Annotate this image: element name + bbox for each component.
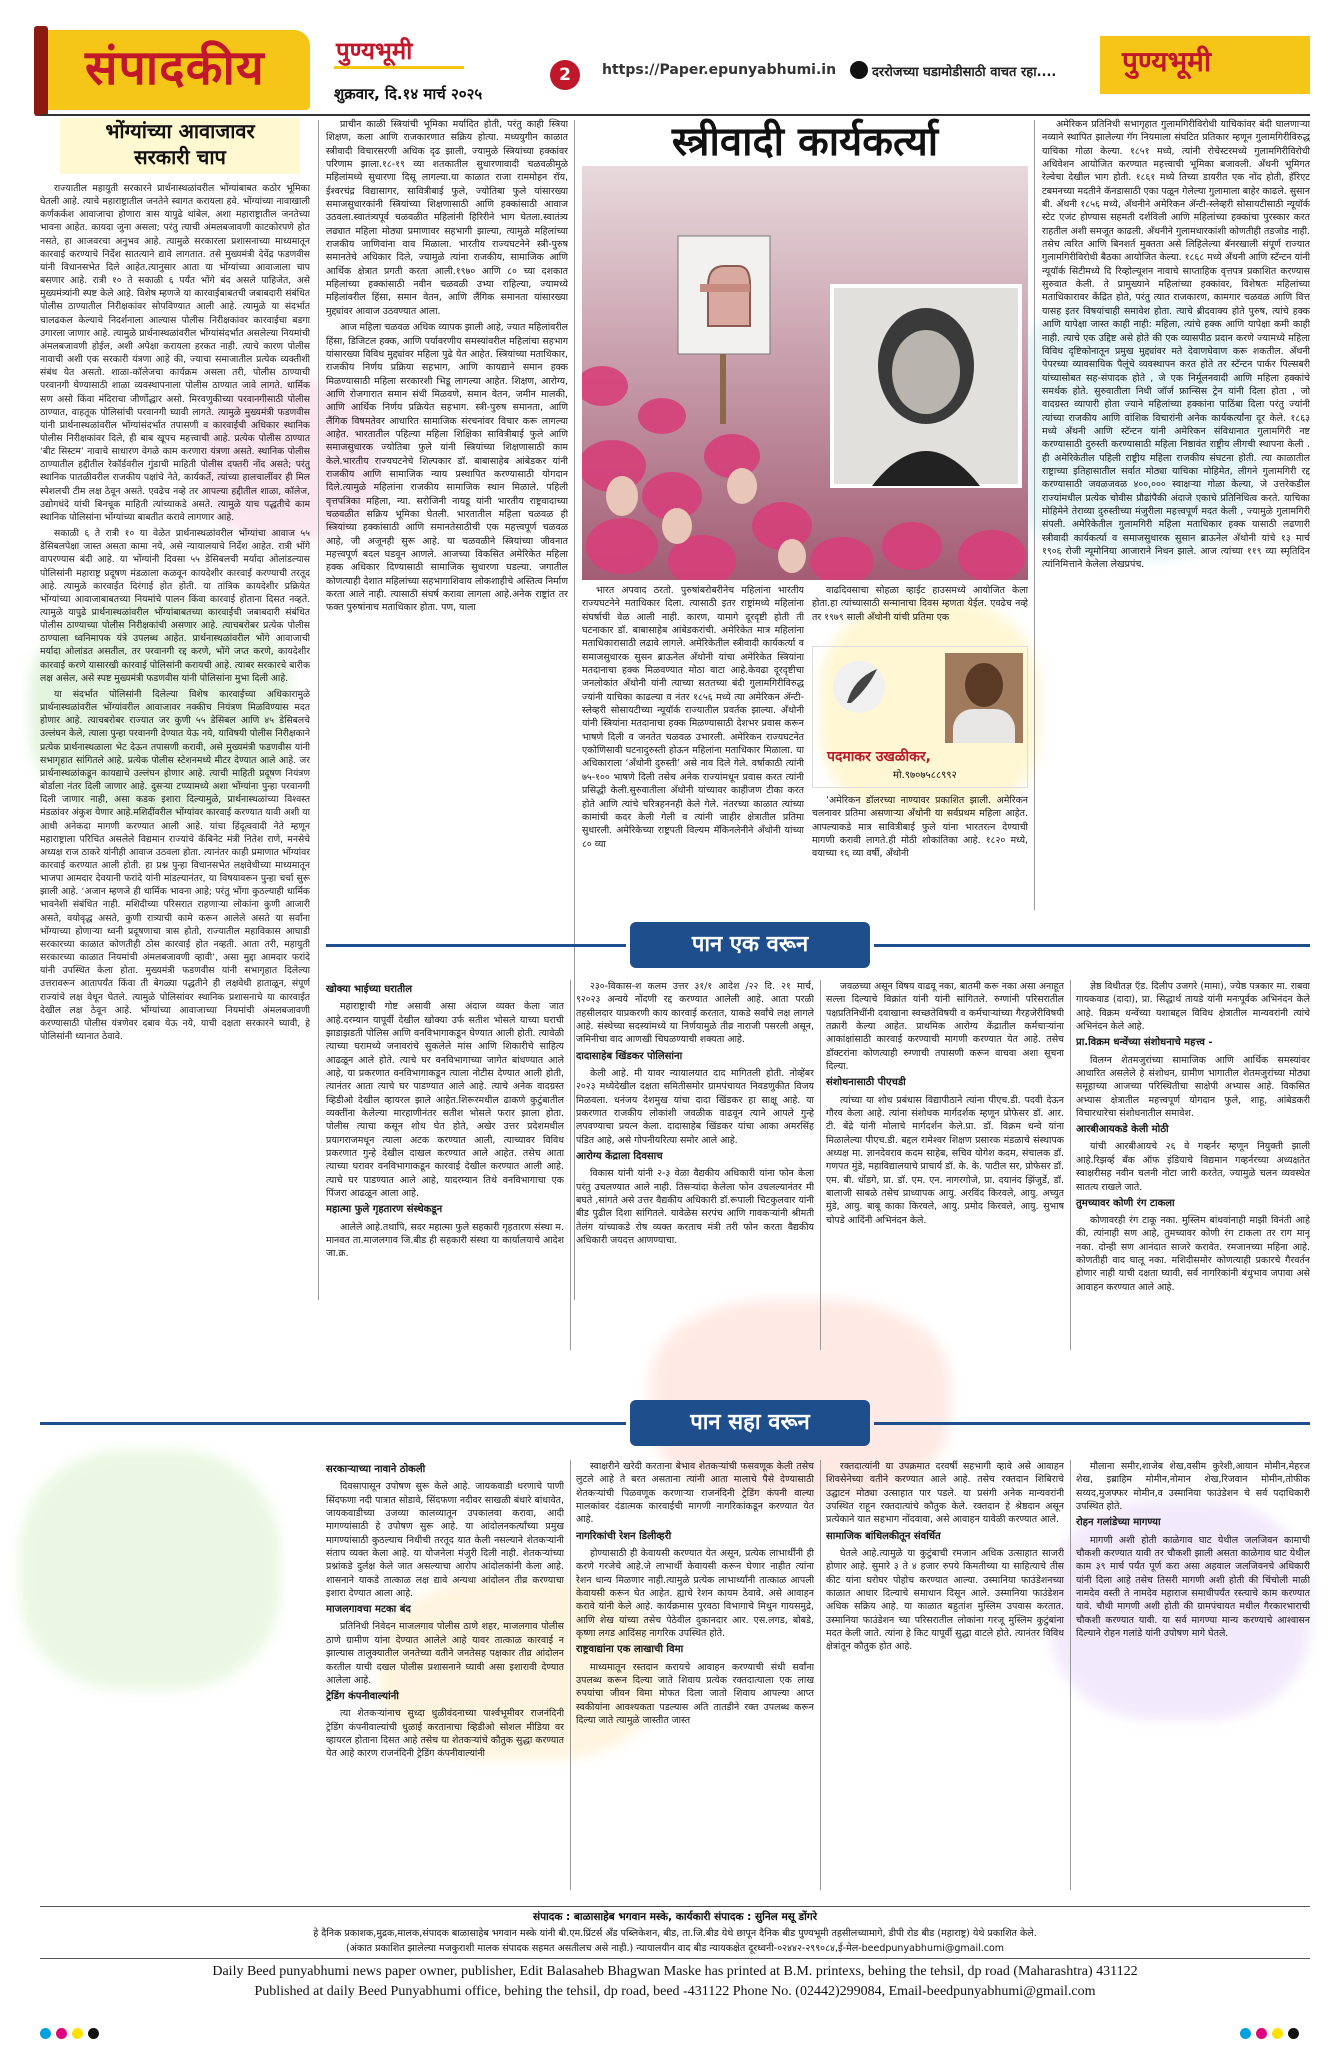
cont-paragraph: रक्तदात्यांनी या उपक्रमात दरवर्षी सहभागी व्हावे असे आवाहन शिवसेनेच्या वतीने करण्यात आले आहे. तसेच रक्तदान शिबिराचे उद्घाटन मोठ्या उत्साहात पार पडले. या प्रसंगी अनेक मान्यवरांनी उपस्थित राहून रक्तदात्यांचे कौतुक केले. रक्तदान हे श्रेष्ठदान असून प्रत्येकाने यात सहभाग नोंदवावा, असे आवाहन यावेळी करण्यात आले.	[826, 1461, 1064, 1526]
footer-mid-rule	[40, 1958, 1310, 1959]
registration-dot	[72, 2028, 83, 2039]
cont-paragraph: ज्ञेष्ठ विधीतज्ञ ऍड. दिलीप उजगरे (मामा), ज्येष्ठ पत्रकार मा. राबवा गायकवाड (दादा), प्रा. सिद्धार्थ तायडे यांनी मनःपूर्वक अभिनंदन केले आहे. विक्रम धन्वेंच्या यशाबद्दल विविध क्षेत्रातील मान्यवरांनी त्यांचे अभिनंदन केले आहे.	[1076, 981, 1310, 1033]
feature-paragraph: अमेरिकन प्रतिनिधी सभागृहात गुलामगिरीविरोधी याचिकांवर बंदी घालणाऱ्या नव्याने स्थापित झालेल्या गॅग नियमाला संघटित प्रतिकार म्हणून गुलामगिरीविरुद्ध याचिका गोळा केल्या. १८५१ मध्ये, त्यांनी रोचेस्टरमध्ये गुलामगिरीविरोधी अधिवेशन आयोजित करण्यात महत्त्वाची भूमिका बजावली. अँथनी भूमिगत रेल्वेचा देखील भाग होती. १८६१ मध्ये तिच्या डायरीत एक नोंद होती, हॅरिएट टबमनच्या मदतीने कॅनडासाठी एका पळून गेलेल्या गुलामाला बाहेर काढले. सुसान बी. अँथनी १८५६ मध्ये, अँथनीने अमेरिकन ॲन्टी-स्लेव्हरी सोसायटीसाठी न्यूयॉर्क स्टेट एजंट होण्यास सहमती दर्शविली आणि महिलांच्या हक्कांचा पुरस्कार करत राहतील अशी समजूत काढली. अँथनीने गुलामधारकांशी कोणतीही तडजोड नाही. तसेच त्वरित आणि बिनशर्त मुक्तता असे लिहिलेल्या बॅनरखाली संपूर्ण राज्यात गुलामगिरीविरोधी बैठका आयोजित केल्या. १८६८ मध्ये अँथनी आणि स्टॅन्टन यांनी न्यूयॉर्क सिटीमध्ये दि रिव्होल्यूशन नावाचे साप्ताहिक वृत्तपत्र प्रकाशित करण्यास सुरुवात केली. ते प्रामुख्याने महिलांच्या हक्कांवर, विशेषतः महिलांच्या मताधिकारावर केंद्रित होते, परंतु त्यात राजकारण, कामगार चळवळ आणि वित्त यासह इतर विषयांचाही समावेश होता. त्याचे ब्रीदवाक्य होते पुरुष, त्यांचे हक्क आणि यापेक्षा जास्त काही नाही: महिला, त्यांचे हक्क आणि यापेक्षा कमी काही नाही. त्याचे एक उद्दिष्ट असे होते की एक व्यासपीठ प्रदान करणे ज्यामध्ये महिला विविध दृष्टिकोनातून प्रमुख मुद्द्यांवर मते देवाणघेवाण करू शकतील. अँथनी पेपरच्या व्यावसायिक पैलूंचे व्यवस्थापन करत होते तर स्टॅन्टन पार्कर पिल्सबरी यांच्यासोबत सह-संपादक होते , जे एक निर्मूलनवादी आणि महिला हक्कांचे समर्थक होते. सुरुवातीला निधी जॉर्ज फ्रान्सिस ट्रेन यांनी दिला होता , जो वादग्रस्त व्यापारी होता ज्याने महिलांच्या हक्कांना पाठिंबा दिला परंतु ज्यांनी त्यांच्या राजकीय आणि वांशिक विचारांनी अनेक कार्यकर्त्यांना दूर केले. १८६३ मध्ये अँथनी आणि स्टॅन्टन यांनी अमेरिकन संविधानात गुलामगिरी नष्ट करण्यासाठी दुरुस्ती करण्यासाठी महिला निष्ठावंत राष्ट्रीय लीगची स्थापना केली . ही अमेरिकेतील पहिली राष्ट्रीय महिला राजकीय संघटना होती. त्या काळातील राष्ट्राच्या इतिहासातील सर्वात मोठ्या याचिका मोहिमेत, लीगने गुलामगिरी रद्द करण्यासाठी जवळजवळ ४००,००० स्वाक्षऱ्या गोळा केल्या, जे उत्तरेकडील राज्यांमधील प्रत्येक चोवीस प्रौढांपैकी अंदाजे एकाचे प्रतिनिधित्व करते. याचिका मोहिमेने तेराव्या दुरुस्तीच्या मंजुरीला महत्त्वपूर्ण मदत केली , ज्यामुळे गुलामगिरी संपली. अमेरिकेतील गुलामगिरी महिला मताधिकार हक्क यासाठी लढणारी स्त्रीवादी कार्यकर्त्या व समाजसुधारक सुसान ब्राऊनेल अँथोनी यांचे १३ मार्च १९०६ रोजी न्यूमोनिया आजाराने निधन झाले. आज त्यांच्या ११९ व्या स्मृतिदिन त्यांनिमित्ताने केलेला लेखप्रपंच.	[1042, 119, 1310, 571]
footer-printer-line1: हे दैनिक प्रकाशक,मुद्रक,मालक,संपादक बाळासाहेब भगवान मस्के यांनी बी.एम.प्रिंटर्स अँड पब्लिकेशन, बीड, ता.जि.बीड येथे छापून दैनिक बीड पुण्यभूमी तहसीलच्यामागे, डीपी रोड बीड (महाराष्ट्र) येथे प्रकाशित केले.	[313, 1928, 1037, 1939]
protest-crowd-illustration	[582, 166, 1028, 580]
editorial-headline-box	[60, 118, 300, 174]
footer-top-rule	[40, 1906, 1310, 1907]
cont-paragraph: २३०-विकास-श कलम उत्तर ३१/१ आदेश /२२ दि. २१ मार्च, ९२०२३ अन्वये नोंदणी रद्द करण्यात आलेली आहे. आता परळी तहसीलदार याप्रकरणी काय कारवाई करतात, याकडे सर्वांचे लक्ष लागले आहे. संस्थेच्या सदस्यांमध्ये या निर्णयामुळे तीव्र नाराजी पसरली असून, जमिनीचा वाद आणखी चिघळण्याची शक्यता आहे.	[576, 981, 814, 1046]
footer-english-line1: Daily Beed punyabhumi news paper owner, publisher, Edit Balasaheb Bhagwan Maske has printed at B.M. printexs, behing the tehsil, dp road (Maharashtra) 431122	[212, 1964, 1138, 1979]
cont-paragraph: माध्यमातून रस्तदान करायचे आवाहन करण्याची संधी सर्वांना उपलब्ध करून दिल्या जाते शिवाय प्रत्येक रक्तदात्याला एक लाख रुपयांचा जीवन विमा मोफत दिला जातो शिवाय आपल्या आप्त स्वकीयांना आवश्यकता पडल्यास अति तातडीने रक्त उपलब्ध करून दिल्या जाते त्यामुळे जास्तीत जास्त	[576, 1661, 814, 1726]
column-divider	[1034, 120, 1035, 910]
column-divider	[1070, 980, 1071, 1350]
brand-right-box	[1100, 36, 1310, 94]
byline-photo	[945, 653, 1023, 743]
cont-paragraph: त्या शेतकऱ्यांनाच सुध्दा धुळीवंदनाच्या पार्श्वभूमीवर राजनंदिनी ट्रेडिंग कंपनीवाल्यांची धुळाई करतानाचा व्हिडीओ सोशल मीडिया वर व्हायरल होताना दिसत आहे तसेच या शेतकऱ्यांचे कौतुक सुद्धा करण्यात येत आहे कारण राजनंदिनी ट्रेडिंग कंपनीवाल्यांनी	[326, 1708, 564, 1760]
brand-right: पुण्यभूमी	[1122, 45, 1212, 78]
registration-dot	[1256, 2028, 1267, 2039]
feature-headline: स्त्रीवादी कार्यकर्त्या	[671, 118, 939, 165]
editorial-paragraph: सकाळी ६ ते रात्री १० या वेळेत प्रार्थनास्थळांवरील भोंग्यांचा आवाज ५५ डेसिबलपेक्षा जास्त असता कामा नये, असे न्यायालयाचे निर्देश आहेत. रात्री भोंगे वापरण्यास बंदी आहे. या भोंग्यांनी दिवसा ५५ डेसिबलची मर्यादा ओलांडल्यास पोलिसांनी महाराष्ट्र प्रदूषण मंडळाला कळवून कायदेशीर कारवाई करण्याची तरतूद आहे. त्यामुळे कारवाईत दिरंगाई होत होती. या तांत्रिक कायदेशीर प्रक्रियेत भोंग्यांच्या आवाजाबाबतच्या नियमांचे पालन किंवा कारवाई होताना दिसत नव्हते. त्यामुळे यापुढे प्रार्थनास्थळांवरील भोंग्यांबाबतच्या कारवाईची जबाबदारी संबंधित पोलीस ठाण्याच्या पोलीस निरीक्षकांची असणार आहे. त्याचबरोबर प्रत्येक पोलीस ठाण्याला ध्वनिमापक यंत्रे उपलब्ध आहेत. प्रार्थनास्थळांवरील भोंगे आवाजाची मर्यादा ओलांडत असतील, तर परवानगी रद्द करणे, भोंगे जप्त करणे, कायदेशीर कारवाई करणे यासारखी कारवाई पोलिसांनी करायची आहे. त्याबर सरकारचे बारीक लक्ष असेल, असे स्पष्ट मुख्यमंत्री फडणवीस यांनी पोलिसांना मुभा दिली आहे.	[40, 528, 310, 684]
byline-box	[812, 646, 1028, 788]
feature-photo	[582, 166, 1028, 580]
registration-dot	[1272, 2028, 1283, 2039]
section-title: संपादकीय	[85, 40, 265, 96]
cont-paragraph: केली आहे. मी यावर न्यायालयात दाद मागितली होती. नोव्हेंबर २०२३ मध्येदेखील दक्षता समितीसमोर ग्रामपंचायत निवडणुकीत विजय मिळवला. धनंजय देशमुख यांचा दादा खिंडकर हा साक्षू आहे. या प्रकरणात राजकीय लोकांशी जवळीक वाढवून त्याने आपले गुन्हे लपवण्याचा प्रयत्न केला. दादासाहेब खिंडकर यांचा आका अमरसिंह पंडित आहे, असे गोपनीयरित्या समोर आले आहे.	[576, 1067, 814, 1146]
page-number: 2	[559, 65, 571, 85]
cont-subhead: सामाजिक बांधिलकीतून संवर्धित	[826, 1530, 941, 1542]
cont-paragraph: जवळच्या असून विषय वाढवू नका, बातमी करू नका असा अनाहूत सल्ला दिल्याचे विक्रांत यांनी यांनी सांगितले. रुग्णांनी परिसरातील पक्षप्रतिनिधींनी दवाखाना स्वच्छतेविषयी व कर्मचाऱ्यांच्या गैरहजेरीविषयी तक्रारी केल्या आहेत. प्राथमिक आरोग्य केंद्रातील कर्मचाऱ्यांना आकांक्षांसाठी कारवाई करण्याची मागणी करण्यात येत आहे. तसेच डॉक्टरांना कोणत्याही रुग्णाची तपासणी करून वाचवा अशा सूचना दिल्या.	[826, 981, 1064, 1073]
banner-left-rule	[40, 1422, 626, 1425]
cont-subhead: खोक्या भाईच्या घरातील	[326, 984, 413, 995]
cont-subhead: दादासाहेब खिंडकर पोलिसांना	[576, 1050, 683, 1062]
cont-paragraph: यांची आरबीआयचे २६ वे गव्हर्नर म्हणून नियुक्ती झाली आहे.रिझर्व्ह बँक ऑफ इंडियाचे विद्यमान गव्हर्नरच्या अध्यक्षतेत स्वाक्षरीसह नवीन चलनी नोटा जारी करतेत, ज्यामुळे चलन व्यवस्थेत सातत्य राखले जाते.	[1076, 1141, 1310, 1193]
cont-subhead: संशोधनासाठी पीएचडी	[826, 1077, 906, 1089]
banner-right-rule	[874, 944, 1310, 947]
masthead-underline	[334, 66, 464, 69]
cont-paragraph: त्यांच्या या शोध प्रबंधास विद्यापीठाने त्यांना पीएच.डी. पदवी देऊन गौरव केला आहे. त्यांना संशोधक मार्गदर्शक म्हणून प्रोफेसर डॉ. आर. टी. बेंद्रे यांनी मोलाचे मार्गदर्शन केले.प्रा. डॉ. विक्रम धन्वे यांना मिळालेल्या पीएच.डी. बद्दल रामेश्वर शिक्षण प्रसारक मंडळाचे संस्थापक अध्यक्ष मा. ज्ञानदेवराव कदम साहेब, सचिव योगेश कदम, संचालक डॉ. गणपत मुंडे, महाविद्यालयाचे प्राचार्य डॉ. के. के. पाटील सर, प्रोफेसर डॉ. एम. बी. धोंडगे, प्रा. डॉ. एम. एन. नागरगोजे, प्रा. दयानंद झिंजुर्डे, डॉ. बालाजी साबळे तसेच प्राध्यापक आयु. अरविंद किरवले, आयु. अच्युत मुंडे, आयु. बाबू काका किरवले, आयु. प्रमोद किरवले, आयु. सुभाष चोपडे आदिंनी अभिनंदन केले.	[826, 1094, 1064, 1226]
banner-right-rule	[874, 1422, 1310, 1425]
column-divider	[574, 120, 575, 1300]
banner2-title: पान सहा वरून	[690, 1410, 810, 1435]
cont-subhead: राष्ट्रवाद्यांना एक लाखाची विमा	[576, 1644, 684, 1656]
registration-dot	[40, 2028, 51, 2039]
registration-dot	[56, 2028, 67, 2039]
cont-subhead: ट्रेडिंग कंपनीवाल्यांनी	[326, 1691, 399, 1703]
cont-subhead: आरबीआयकडे केली मोठी	[1076, 1124, 1169, 1136]
footer-english-line2: Published at daily Beed Punyabhumi office, behing the tehsil, dp road, beed -431122 Phone No. (02442)299084, Email-beedpunyabhumi@gmail.com	[254, 1984, 1096, 1999]
feature-col3	[812, 584, 1028, 644]
column-divider	[820, 1460, 821, 1890]
editorial-headline-line1: भोंग्यांच्या आवाजावर	[105, 119, 255, 143]
feature-paragraph: ‘अमेरिकन डॉलरच्या नाण्यावर प्रकाशित झाली. अमेरिकन चलनावर प्रतिमा असणाऱ्या अँथोनी या सर्वप्रथम महिला आहेत. आपल्याकडे मात्र सावित्रीबाई फुले यांना भारतरत्न देण्याची मागणी करावी लागते.ही मोठी शोकांतिका आहे. १८२० मध्ये, वयाच्या १६ व्या वर्षी, अँथोनी	[812, 795, 1028, 860]
masthead-logo: पुण्यभूमी	[336, 36, 413, 65]
editorial-body	[40, 182, 310, 1302]
cont-subhead: आरोग्य केंद्राला दिवसाच	[576, 1150, 663, 1162]
column-divider	[570, 1460, 571, 1890]
feature-col2	[582, 584, 804, 904]
byline-phone: मो.९७०७५८८९९२	[893, 770, 957, 781]
editorial-headline-line2: सरकारी चाप	[134, 145, 226, 169]
editorial-paragraph: या संदर्भात पोलिसांनी दिलेल्या विशेष कारवाईच्या अधिकारामुळे प्रार्थनास्थळांवरील भोंग्यांवरील आवाजावर नक्कीच नियंत्रण मिळविण्यास मदत होणार आहे. त्याचबरोबर राज्यात जर कुणी ५५ डेसिबल आणि ४५ डेसिबलचे उल्लंघन केले, त्याला पुन्हा परवानगी देण्यात येऊ नये, याविषयी पोलीस निरीक्षकाने प्रत्येक प्रार्थनास्थळाला भेट देऊन तपासणी करावी, असे मुख्यमंत्री फडणवीस यांनी सभागृहात सांगितले आहे. प्रत्येक पोलीस स्टेशनमध्ये मीटर देण्यात आले आहे. जर प्रार्थनास्थळांकडून कायद्याचे उल्लंघन होणार आहे. त्याची माहिती प्रदूषण नियंत्रण बोर्डाला नंतर दिली जाणार आहे. दुसऱ्या टप्प्यामध्ये अशा भोंग्यांना पुन्हा परवानगी दिली जाणार नाही, असा कडक इशारा दिल्यामुळे, प्रार्थनास्थळांच्या विश्वस्त मंडळांवर अंकुश येणार आहे.मशिदींवरील भोंग्यांवर कारवाई करण्यात यावी अशी या आधी अनेकदा मागणी करण्यात आली आहे. यांचा हिंदूत्ववादी नेते म्हणून महाराष्ट्राला परिचित असलेले विद्यमान राज्यांचे कॅबिनेट मंत्री नितेश राणे, मनसेचे अध्यक्ष राज ठाकरे यांनीही आवाज उठवला होता. त्यानंतर काही प्रमाणात भोंग्यांवर कारवाई करण्यात आली होती. हा प्रश्न पुन्हा विधानसभेत लक्षवेधीच्या माध्यमातून भाजपा आमदार देवयानी फरांदे यांनी मांडल्यानंतर, या विषयावरून पुन्हा चर्चा सुरू झाली आहे. ‘अजान म्हणजे ही धार्मिक भावना आहे; परंतु भोंगा कुठल्याही धार्मिक भावनेशी संबंधित नाही. मशिदीच्या परिसरात राहणाऱ्या लोकांना कुणी आजारी असते, वयोवृद्ध असते, कुणी रात्र्याची कामे करून आलेले असते या सर्वांना भोंग्याच्या होणाऱ्या ध्वनी प्रदूषणाचा त्रास होतो, राज्यातील महाविकास आघाडी सरकारच्या काळात कोणतीही ठोस कारवाई होत नव्हती. आता तरी, महायुती सरकारच्या काळात नियमांची अंमलबजावणी व्हावी’, असा मुद्दा आमदार फरांदे यांनी उपस्थित केला होता. मुख्यमंत्री फडणवीस यांनी सभागृहात दिलेल्या उत्तरावरून आतापर्यंत किंवा ती बेगळ्या पद्धतीने ही लक्षवेधी हाताळून, संपूर्ण राज्यांचे लक्ष वेधून घेतले. त्यामुळे पोलिसांवर स्थानिक प्रशासनाचे या कारवाईत देखील लक्ष ठेवून आहे. भोंग्यांच्या आवाजाच्या नियमांची अंमलबजावणी करण्यासाठी पोलीस यंत्रणेवर दबाव येऊ नये, याची दक्षता सरकारने घ्यावी, हे पोलिसांनी ध्यानात ठेवावे.	[40, 688, 310, 1042]
feature-paragraph: प्राचीन काळी स्त्रियांची भूमिका मर्यादित होती, परंतु काही स्त्रिया शिक्षण, कला आणि राजकारणात सक्रिय होत्या. मध्ययुगीन काळात स्त्रीवादी विचारसरणी अधिक दृढ झाली, ज्यामुळे स्त्रियांच्या हक्कांवर परिणाम झाला.१८-१९ व्या शतकातील सुधारणावादी चळवळीमुळे महिलांमध्ये सुधारणा दिसू लागल्या.या काळात राजा राममोहन रॉय, ईश्वरचंद्र विद्यासागर, सावित्रीबाई फुले, ज्योतिबा फुले यांसारख्या समाजसुधारकांनी स्त्रियांच्या शिक्षणासाठी आणि हक्कांसाठी आवाज उठवला.स्वातंत्र्यपूर्व चळवळीत महिलांनी हिरिरीने भाग घेतला.स्वातंत्र्य लढ्यात महिला मोठ्या प्रमाणावर सहभागी झाल्या, त्यामुळे महिलांच्या राजकीय जाणिवांना वाव मिळाला. भारतीय राज्यघटनेने स्त्री-पुरुष समानतेचे अधिकार दिले, ज्यामुळे त्यांना राजकीय, सामाजिक आणि आर्थिक क्षेत्रात प्रगती करता आली.१९७० आणि ८० च्या दशकात महिलांच्या हक्कांसाठी नवीन चळवळी उभ्या राहिल्या, ज्यामध्ये महिलांवरील हिंसा, समान वेतन, आणि लैंगिक समानता यांसारख्या मुद्द्यांवर आवाज उठवण्यात आला.	[326, 119, 568, 317]
column-divider	[318, 120, 319, 1300]
registration-dot	[1240, 2028, 1251, 2039]
cont-paragraph: होण्यासाठी ही केवायसी करण्यात येत असून, प्रत्येक लाभार्थींनी ही करणे गरजेचे आहे.जे लाभार्थी केवायसी करून घेणार नाहीत त्यांना रेशन धान्य मिळणार नाही.त्यामुळे प्रत्येक लाभार्थ्यांनी तात्काळ आपली केवायसी करून घेत आहेत. ह्याचे रेशन कायम ठेवावे. असे आवाहन करावे यांनी केले आहे. कार्यक्रमास पुरवठा विभागाचे मिथुन गायसमुद्रे, आणि शेख यांच्या तसेच पेठेवील दुकानदार आर. एस.लगड, बोबडे, कृष्णा लगड आदिंसह नागरिक उपस्थित होते.	[576, 1547, 814, 1639]
banner1-title: पान एक वरून	[691, 932, 809, 957]
page-number-badge	[550, 60, 580, 90]
cont2-col2	[576, 1460, 814, 1890]
cont-subhead: तुमच्यावर कोणी रंग टाकला	[1076, 1197, 1175, 1209]
feature-paragraph: वाढदिवसाचा सोहळा व्हाईट हाउसमध्ये आयोजित केला होता.हा त्यांच्यासाठी सन्मानाचा दिवस म्हणता येईल. एवढेच नव्हे तर १९७९ साली अँथोनी यांची प्रतिमा एक	[812, 585, 1028, 623]
feature-paragraph: भारत अपवाद ठरतो. पुरुषांबरोबरीनेच महिलांना भारतीय राज्यघटनेने मताधिकार दिला. त्यासाठी इतर राष्ट्रांमध्ये महिलांना संघर्षाची वेळ आली नाही. कारण, यामागे दूरदृष्टी होती ती घटनाकार डॉ. बाबासाहेब आंबेडकरांची. अमेरिकेत मात्र महिलांना मताधिकारासाठी लढावे लागले. अमेरिकेतील स्त्रीवादी कार्यकर्त्या व समाजसुधारक सुसन ब्राऊनेल अँथोनी यांचा अमेरिकेत स्त्रियांना मतदानाचा हक्क मिळवण्यात मोठा वाटा आहे.केवढा दूरदृष्टीचा जनलोकांत अँथोनी यांनी त्याच्या सततच्या बंदी गुलामगिरीविरुद्ध ज्यांनी याचिका काढल्या व नंतर १८५६ मध्ये त्या अमेरिकन ॲन्टी-स्लेव्हरी सोसायटीच्या न्यूयॉर्क राज्यातील प्रवर्तक झाल्या. अँथोनी यांनी स्त्रियांना मतदानाचा हक्क मिळण्यासाठी देशभर प्रवास करून भाषणे दिली व जनतेत चळवळ उभारली. अमेरिकन राज्यघटनेत एकोणिसावी घटनादुरुस्ती होऊन महिलांना मताधिकार मिळाला. या अधिकाराला ‘अँथोनी दुरुस्ती’ असे नाव दिले गेले. वर्षाकाठी त्यांनी ७५-१०० भाषणे दिली तसेच अनेक राज्यांमधून प्रवास करत त्यांनी प्रसिद्धी केली.सुरुवातीला अँथोनी यांच्यावर काहीजण टीका करत होते आणि त्यांचे चरित्रहननही केले गेले. नंतरच्या काळात त्यांच्या कामांची कदर केली गेली व त्यांनी जाहीर क्षेत्रातील प्रतिमा सुधारली. अमेरिकेच्या राष्ट्रपती विल्यम मॅकिनलेनीने अँथोनी यांच्या ८० व्या	[582, 585, 804, 850]
column-divider	[820, 980, 821, 1350]
cont2-col4	[1076, 1460, 1310, 1890]
registration-dot	[88, 2028, 99, 2039]
section-title-box	[40, 30, 310, 110]
cont-paragraph: दिवसापासून उपोषण सुरू केले आहे. जायकवाडी धरणाचे पाणी सिंदफणा नदी पात्रात सोडावे, सिंदफणा नदीवर साखळी बंधारे बांधावेत, जायकवाडीच्या उजव्या कालव्यातून उपकालवा करावा, आदी मागण्यांसाठी हे उपोषण सुरू आहे. या आंदोलनकर्त्यांच्या प्रमुख मागण्यांसाठी कुठल्याच निधीची तरतूद यात केली नसल्याने शेतकऱ्यांनी संताप व्यक्त केला आहे. या योजनेला मंजुरी दिली नाही. शेतकऱ्यांच्या प्रश्नांकडे दुर्लक्ष केले जात असल्याचा आरोप आंदोलकांनी केला आहे. शासनाने याकडे तात्काळ लक्ष द्यावे अन्यथा आंदोलन तीव्र करण्याचा इशारा देण्यात आला आहे.	[326, 1481, 564, 1599]
site-url[interactable]: https://Paper.epunyabhumi.in	[602, 62, 837, 78]
cont-subhead: प्रा.विक्रम धन्वेंच्या संशोधनाचे महत्त्व -	[1076, 1037, 1213, 1049]
banner2-box	[630, 1400, 870, 1446]
cont-paragraph: प्रतिनिधी निवेदन माजलगाव पोलीस ठाणे शहर, माजलगाव पोलीस ठाणे ग्रामीण यांना देण्यात आलेले आहे यावर तात्काळ कारवाई न झाल्यास तालुक्यातील जनतेच्या वतीने जनतेसह पक्षकार तीव्र आंदोलन करतील याची दखल पोलीस प्रशासनाने घ्यावी असा इशारावी देण्यात आलेला आहे.	[326, 1621, 564, 1686]
section-title-pen-icon	[34, 26, 48, 116]
tagline: दररोजच्या घडामोडीसाठी वाचत रहा....	[872, 65, 1057, 80]
cont1-col3	[826, 980, 1064, 1350]
cont-paragraph: आलेले आहे.तथापि, सदर महात्मा फुले सहकारी गृहतारण संस्था म. मानवत ता.माजलगाव जि.बीड ही सहकारी संस्था या कार्यालयाचे आदेश जा.क्र.	[326, 1221, 564, 1260]
cont-paragraph: मौलाना समीर,शाजेब शेख,वसीम कुरेशी,आयान मोमीन,मेहरज शेख, इब्राहिम मोमीन,नोमान शेख,रिजवान मोमीन,तोफीक सय्यद,मुजफ्फर मोमीन,व उस्मानिया फाउंडेशन चे सर्व पदाधिकारी उपस्थित होते.	[1076, 1461, 1310, 1513]
cont2-col1	[326, 1460, 564, 1890]
color-wash	[20, 1450, 280, 1690]
cont-subhead: सरकाऱ्याच्या नावाने ठोकली	[326, 1464, 426, 1475]
cont-paragraph: कोणावरही रंग टाकू नका. मुस्लिम बांधवांनाही माझी विनंती आहे की, त्यांनाही सण आहे, तुमच्यावर कोणी रंग टाकला तर राग मानू नका. दोन्ही सण आनंदात साजरे करावेत. रमजानच्या महिना आहे. कोणतीही वाद घालू नका. मशिदीसमोर कोणत्याही प्रकारचे गैरवर्तन होणार नाही याची दक्षता घ्यावी, सर्व नागरिकांनी बंधुभाव जपावा असे आवाहन करण्यात आले आहे.	[1076, 1215, 1310, 1293]
banner1-box	[630, 922, 870, 968]
quill-pen-icon	[829, 657, 893, 717]
cont-paragraph: महाराष्ट्राची गोष्ट असावी असा अंदाज व्यक्त केला जात आहे.दरम्यान यापूर्वी देखील खोक्या उर्फ सतीश भोसले याच्या घराची झाडाझडती पोलिस आणि वनविभागाकडून घेण्यात आली होती. त्यावेळी त्याच्या घरामध्ये जनावरांचे सुकलेले मांस आणि शिकारीचे साहित्य आढळून आले होते. त्याचे घर वनविभागाच्या जागेत बांधण्यात आले आहे, या प्रकरणात वनविभागाकडून त्याला नोटीस देण्यात आली होती, त्यानंतर आता त्याचे घर पाडण्यात आले आहे. त्याचे अनेक वादग्रस्त व्हिडीओ देखील व्हायरल झाले आहेत.शिरूरमधील ढाकणे कुटुंबातील व्यक्तींना केलेल्या मारहाणीनंतर सतीश भोसले फरार झाला होता. पोलीस त्याचा कसून शोध घेत होते, अखेर उत्तर प्रदेशमधील प्रयागराजमधून त्याला अटक करण्यात आली, त्याच्यावर विविध प्रकरणात गुन्हे देखील दाखल करण्यात आले आहेत. तसेच आता त्याच्या घरावर वनविभागाकडून कारवाई देखील करण्यात आली आहे. त्याचे घर पाडण्यात आले आहे, यादरम्यान तिथे वनविभागाचा एक पिंजरा आढळून आला आहे.	[326, 1001, 564, 1199]
cont-subhead: रोहन गलांडेच्या मागण्या	[1076, 1517, 1161, 1529]
cont-paragraph: घेतले आहे.त्यामुळे या कुटुंबाची रमजान अधिक उत्साहात साजरी होणार आहे. सुमारे ३ ते ४ हजार रुपये किमतीच्या या साहित्याचे तीस कीट यांना घरोघर पोहोच करण्यात आल्या. उस्मानिया फाउंडेशनच्या काळात आधार दिल्याचे समाधान दिसून आले. उस्मानिया फाउंडेशन अधिक सक्रिय आहे. या काळात बहुतांश मुस्लिम उपवास करतात. उस्मानिया फाउंडेशन च्या परिसरातील लोकांना गरजू मुस्लिम कुटुंबांना मदत केली जाते. त्यांना हे किट यापूर्वी सुद्धा वाटले होते. त्यानंतर विविध क्षेत्रांतून कौतुक होत आहे.	[826, 1547, 1064, 1653]
cont2-col3	[826, 1460, 1064, 1890]
cont1-col4	[1076, 980, 1310, 1350]
cont-paragraph: स्वाक्षरीने खरेदी करताना बेभाव शेतकऱ्यांची फसवणूक केली तसेच लुटले आहे ते बरत असताना त्यांनी आता मालाचे पैसे देण्यासाठी शेतकऱ्यांची पिळवणूक करणाऱ्या राजनंदिनी ट्रेडिंग कंपनी वाल्या मालकांवर दंडात्मक कारवाईची मागणी नागरिकांकडून करण्यात येत आहे.	[576, 1461, 814, 1526]
cont-paragraph: मागणी अशी होती काळेगाव घाट येथील जलजिवन कामाची चौकशी करण्यात यावी तर चौकशी झाली असता काळेगाव घाट येथील काम ३९ मार्च पर्यंत पूर्ण करा असा अहवाल जलजिवनचे अधिकारी यांनी दिला आहे तसेच तिसरी मागणी अशी होती की चिंचोली माळी नामदेव वस्ती ते नामदेव महाराज समाधीपर्यंत रस्त्याचे काम करण्यात यावे. चौथी मागणी अशी होती की ग्रामपंचायत मधील गैरकारभाराची चौकशी करण्यात यावी. या सर्व मागण्या मान्य करण्याचे आश्वासन दिल्याने रोहन गलांडे यांनी उपोषण मागे घेतले.	[1076, 1534, 1310, 1639]
footer-printer-line2: (अंकात प्रकाशित झालेल्या मजकुराशी मालक संपादक सहमत असतीलच असे नाही.) न्यायालयीन वाद बीड न्यायकक्षेत दूरध्वनी-०२४४२-२९९०८४,ई-मेल-beedpunyabhumi@gmail.com	[345, 1943, 1005, 1954]
byline-name: पदमाकर उखळीकर,	[827, 749, 931, 765]
cont-subhead: माजलगावचा मटका बंद	[326, 1604, 411, 1616]
feature-col3-continued	[812, 794, 1028, 904]
cont-subhead: महात्मा फुले गृहतारण संस्थेकडून	[326, 1204, 443, 1216]
cont1-col1	[326, 980, 564, 1350]
cont-subhead: नागरिकांची रेशन डिलीव्हरी	[576, 1530, 672, 1542]
feature-paragraph: आज महिला चळवळ अधिक व्यापक झाली आहे, ज्यात महिलांवरील हिंसा, डिजिटल हक्क, आणि पर्यावरणीय समस्यांवरील महिलांचा सहभाग यांसारख्या विविध मुद्द्यांवर महिला पुढे येत आहेत. स्त्रियांच्या मताधिकार, राजकीय निर्णय प्रक्रिया सहभाग, आणि कायद्याने समान हक्क मिळण्यासाठी महिला सरकारशी भिडू लागल्या आहेत. शिक्षण, आरोग्य, आणि रोजगारात समान संधी मिळवणे, समान वेतन, जमीन मालकी, आणि आर्थिक निर्णय प्रक्रियेत सहभाग. स्त्री-पुरुष समानता, आणि लैंगिक विषमतेवर आधारित सामाजिक संरचनांवर विचार करू लागल्या आहेत. भारतातील पहिल्या महिला शिक्षिका सावित्रीबाई फुले आणि समाजसुधारक ज्योतिबा फुले यांनी स्त्रियांच्या शिक्षणासाठी काम केले.भारतीय राज्यघटनेचे शिल्पकार डॉ. बाबासाहेब आंबेडकर यांनी राजकीय आणि सामाजिक न्याय प्रस्थापित करण्यासाठी योगदान दिले.त्यामुळे महिलांना राजकीय सामाजिक स्थान मिळाले. पहिली वृत्तपत्रिका महिला, न्या. सरोजिनी नायडू यांनी भारतीय राष्ट्रवादाच्या चळवळीत सक्रिय भूमिका घेतली. भारतातील महिला चळवळ ही स्त्रियांच्या हक्कांसाठी आणि समानतेसाठीची एक महत्त्वपूर्ण चळवळ आहे, जी अजूनही सुरू आहे. या चळवळीने स्त्रियांच्या जीवनात महत्त्वपूर्ण बदल घडवून आणले. आजच्या विकसित अमेरिकेत महिला हक्क अधिकार दिण्यासाठी सामाजिक सुधारणा घडल्या. जगातील कोणत्याही देशात महिलांच्या सहभागाशिवाय लोकशाहीचे अस्तित्व निर्माण करता आले नाही. त्यासाठी संघर्ष करावा लागला आहे.अनेक राष्ट्रांत तर फक्त पुरुषांनाच मताधिकार होता. पण, याला	[326, 322, 568, 614]
banner-left-rule	[326, 944, 626, 947]
globe-icon	[850, 61, 868, 79]
column-divider	[1070, 1460, 1071, 1890]
cont-paragraph: विकास यांनी यांनी २-३ वेळा वैद्यकीय अधिकारी यांना फोन केला परंतु उचलण्यात आले नाही. तिसऱ्यांदा केलेला फोन उचलल्यानंतर मी बघते ,सांगते असे उत्तर वैद्यकीय अधिकारी डॉ.रूपाली चिटकुलवार यांनी बीड पुढील दिशा सांगितले. यावेळेस सरपंच आणि गावकऱ्यांनी श्रीमती तेलंग यांच्याकडे रोष व्यक्त करताच मंत्री तरी फोन करता वैद्यकीय अधिकारी जयदत्त आणण्याचा.	[576, 1168, 814, 1246]
editorial-paragraph: राज्यातील महायुती सरकारने प्रार्थनास्थळांवरील भोंग्यांबाबत कठोर भूमिका घेतली आहे. त्याचे महाराष्ट्रातील जनतेने स्वागत करायला हवे. भोंग्यांच्या नावाखाली कर्णकर्कश आवाजाचा होणारा त्रास यापुढे थांबेल, अशा महाराष्ट्रातील जनतेच्या भावना आहेत. कायदा जुना असला; परंतु त्याची अंमलबजावणी काटकोरपणे होत नसते, हा आजवरचा अनुभव आहे. त्यामुळे सरकारला प्रशासनाच्या माध्यमातून कारवाई करण्याचे निर्देश सातत्याने द्यावे लागतात. तसे मुख्यमंत्री देवेंद्र फडणवीस यांनी विधानसभेत दिले आहेत.त्यानुसार आता या भोंग्यांच्या आवाजाला चाप बसणार आहे. रात्री १० ते सकाळी ६ पर्यंत भोंगे बंद असले पाहिजेत, असे मुख्यमंत्र्यांनी स्पष्ट केले आहे. विशेष म्हणजे या कारवाईबाबतची जबाबदारी संबंधित पोलीस ठाण्यातील निरीक्षकांवर सोपविण्यात आली आहे. त्यामुळे या संदर्भात चालढकल केल्याचे निदर्शनाला आल्यास पोलीस निरीक्षकांवर कारवाईचा बडगा उगारला जाणार आहे. त्यामुळे प्रार्थनास्थळांवरील भोंग्यांसंदर्भात असलेल्या नियमांची अंमलबजावणी होईल, अशी अपेक्षा करायला हरकत नाही. त्याचे कारण पोलीस नावाची अशी एक सरकारी यंत्रणा आहे की, ज्याचा समाजातील प्रत्येक व्यक्तीशी संबंध येत असतो. शाळा-कॉलेजचा कार्यक्रम असला तरी, पोलीस ठाण्याची परवानगी घेण्यासाठी शाळा व्यवस्थापनाला पोलीस ठाण्यात जावे लागते. धार्मिक सण असो किंवा मंदिराचा जीर्णोद्धार असो. मिरवणुकीच्या परवानगीसाठी पोलीस ठाण्यात, वाहतूक पोलिसांची परवानगी घ्यावी लागते. त्यामुळे मुख्यमंत्री फडणवीस यांनी प्रार्थनास्थळांवरील भोंग्यांसंदर्भात तपासणी व कारवाईची अधिकार स्थानिक पोलीस निरीक्षकांवर दिले, ही बाब खूपच महत्त्वाची आहे. प्रत्येक पोलीस ठाण्यात ‘बीट सिस्टम’ नावाचे साधारण वेगळे काम करणारा यंत्रणा असते. स्थानिक पोलीस ठाण्यातील हद्दीतील रेकॉर्डवरील गुंडाची माहिती पोलीस दफ्तरी नोंद असते; परंतु स्थानिक पातळीवरील राजकीय पक्षांचे नेते, कार्यकर्ते, त्यांच्या हालचालींवर ही मिल स्पेशलची टीम लक्ष ठेवून असते. एवढेच नव्हे तर आपल्या हद्दीतील शाळा, कॉलेज, उद्योगधंदे यांची बिनचूक माहिती त्यांच्याकडे असते. त्यामुळे याच पद्धतीचे काम स्थानिक पोलिसांना भोंग्यांच्या बाबतीत करावे लागणार आहे.	[40, 183, 310, 523]
cont-paragraph: विलग्न शेतमजुरांच्या सामाजिक आणि आर्थिक समस्यांवर आधारित असलेले हे संशोधन, ग्रामीण भागातील शेतमजुरांच्या मोठ्या समूहाच्या आजच्या परिस्थितीचा साक्षेपी अभ्यास आहे. विकसित अभ्यास क्षेत्रातील महत्त्वपूर्ण योगदान फुले, शाहू, आंबेडकरी विचारधारेचा संशोधनातील समावेश.	[1076, 1054, 1310, 1119]
column-divider	[570, 980, 571, 1350]
feature-col4	[1042, 118, 1310, 910]
footer-editor-line: संपादक : बाळासाहेब भगवान मस्के, कार्यकारी संपादक : सुनिल मसू डोंगरे	[532, 1911, 818, 1923]
cont1-col2	[576, 980, 814, 1350]
issue-date: शुक्रवार, दि.१४ मार्च २०२५	[334, 85, 483, 103]
registration-dot	[1288, 2028, 1299, 2039]
